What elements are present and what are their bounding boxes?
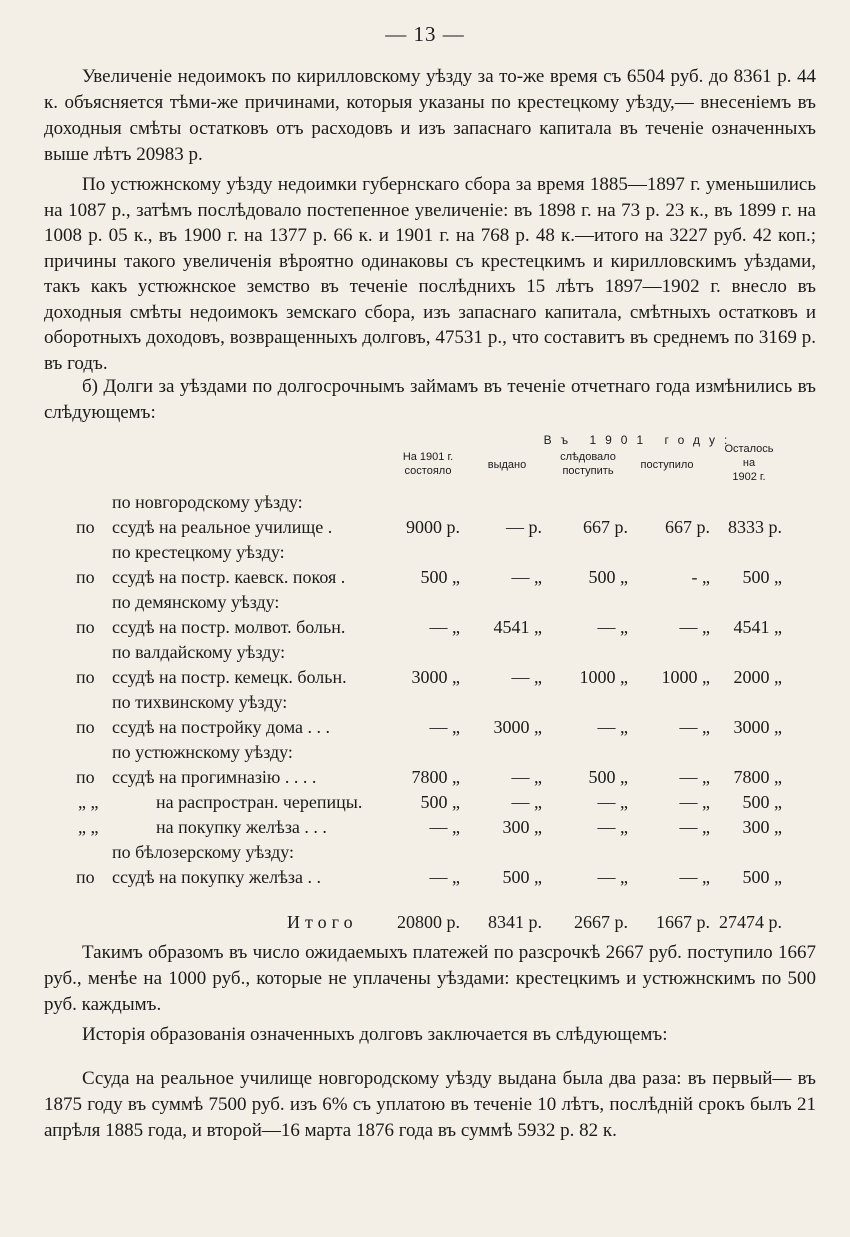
header-col4-line1: поступило	[640, 459, 694, 471]
cell-col1: 7800 „	[411, 767, 460, 787]
row-label: ссудѣ на реальное училище .	[112, 517, 333, 537]
cell-col2: — „	[511, 567, 542, 587]
cell-col3: — „	[597, 717, 628, 737]
table-row	[0, 617, 850, 643]
paragraph-summary: Такимъ образомъ въ число ожидаемыхъ платежей по разсрочкѣ 2667 руб. поступило 1667 руб., менѣе на 1000 руб., которые не уплачены уѣздами: крестецкимъ и устюжнскимъ по 500 руб. каждымъ.	[44, 942, 816, 1015]
cell-col2: — „	[511, 792, 542, 812]
cell-col2: — „	[511, 667, 542, 687]
cell-col3: — „	[597, 617, 628, 637]
row-label: ссудѣ на постр. молвот. больн.	[112, 617, 346, 637]
cell-col1: 500 „	[420, 792, 460, 812]
district-label: по демянскому уѣзду:	[112, 592, 280, 612]
row-prefix: по	[76, 667, 95, 687]
cell-col1: 9000 р.	[406, 517, 460, 537]
table-row	[0, 767, 850, 793]
cell-col3: 500 „	[588, 767, 628, 787]
cell-col3: — „	[597, 867, 628, 887]
row-label: ссудѣ на постр. кемецк. больн.	[112, 667, 347, 687]
table-span-header: Въ 1901 году:	[543, 433, 737, 447]
header-col5	[712, 442, 786, 484]
header-col4	[632, 458, 702, 472]
cell-col5: 4541 „	[733, 617, 782, 637]
row-prefix: „ „	[78, 792, 99, 812]
row-prefix: по	[76, 517, 95, 537]
cell-col2: 300 „	[502, 817, 542, 837]
page-number: — 13 —	[385, 22, 465, 46]
cell-col2: 4541 „	[493, 617, 542, 637]
header-col3-line1: слѣдовало	[560, 451, 616, 463]
total-row	[0, 912, 850, 938]
row-label: ссудѣ на постройку дома . . .	[112, 717, 331, 737]
table-row	[0, 817, 850, 843]
header-col1-line1: На 1901 г.	[402, 451, 454, 463]
district-label: по устюжнскому уѣзду:	[112, 742, 293, 762]
row-prefix: „ „	[78, 817, 99, 837]
row-prefix: по	[76, 617, 95, 637]
cell-col1: 500 „	[420, 567, 460, 587]
district-heading	[0, 842, 850, 868]
cell-col4: — „	[679, 717, 710, 737]
row-label: на распростран. черепицы.	[156, 792, 363, 812]
row-prefix: по	[76, 867, 95, 887]
cell-col5: 500 „	[742, 792, 782, 812]
cell-col5: 2000 „	[733, 667, 782, 687]
header-col1	[390, 450, 466, 478]
district-heading	[0, 492, 850, 518]
cell-col2: 500 „	[502, 867, 542, 887]
district-heading	[0, 692, 850, 718]
cell-col4: — „	[679, 767, 710, 787]
district-heading	[0, 592, 850, 618]
cell-col3: 667 р.	[583, 517, 628, 537]
cell-col1: — „	[429, 867, 460, 887]
row-prefix: по	[76, 767, 95, 787]
row-label: ссудѣ на прогимназію . . . .	[112, 767, 317, 787]
total-label: Итого	[287, 912, 358, 932]
cell-col5: 3000 „	[733, 717, 782, 737]
cell-col4: - „	[691, 567, 710, 587]
cell-col1: — „	[429, 617, 460, 637]
district-label: по тихвинскому уѣзду:	[112, 692, 288, 712]
paragraph-ustyuzhna: По устюжнскому уѣзду недоимки губернскаго сбора за время 1885—1897 г. уменьшились на 1087 р., затѣмъ послѣдовало постепенное увеличеніе: въ 1898 г. на 73 р. 23 к., въ 1899 г. на 1008 р. 05 к., въ 1900 г. на 1377 р. 66 к. и 1901 г. на 768 р. 48 к.—итого на 3227 руб. 42 коп.; причины такого увеличенія вѣроятно одинаковы съ крестецкимъ и кирилловскимъ уѣздами, такъ какъ устюжнское земство въ теченіе послѣднихъ 15 лѣтъ 1897—1902 г. внесло въ доходныя смѣты недоимокъ земскаго сбора, изъ запаснаго капитала, смѣтныхъ остатковъ и оборотныхъ доходовъ, возвращенныхъ долговъ, 47531 р., что составитъ въ среднемъ по 3169 р. въ годъ.	[44, 174, 816, 374]
row-label: ссудѣ на постр. каевск. покоя .	[112, 567, 346, 587]
cell-col1: — „	[429, 717, 460, 737]
cell-col4: 667 р.	[665, 517, 710, 537]
cell-col1: — „	[429, 817, 460, 837]
header-col5-line1: Осталось	[724, 443, 774, 455]
district-heading	[0, 742, 850, 768]
header-col5-line3: 1902 г.	[732, 471, 766, 483]
district-heading	[0, 542, 850, 568]
district-label: по крестецкому уѣзду:	[112, 542, 285, 562]
table-row	[0, 867, 850, 893]
cell-col3: — „	[597, 817, 628, 837]
header-col1-line2: состояло	[404, 465, 452, 477]
header-col5-line2: на	[742, 457, 756, 469]
cell-col2: — „	[511, 767, 542, 787]
table-row	[0, 567, 850, 593]
header-col3-line2: поступить	[562, 465, 614, 477]
district-label: по валдайскому уѣзду:	[112, 642, 286, 662]
cell-col5: 7800 „	[733, 767, 782, 787]
cell-col5: 500 „	[742, 867, 782, 887]
cell-col4: — „	[679, 867, 710, 887]
paragraph-kirillov: Увеличеніе недоимокъ по кирилловскому уѣзду за то-же время съ 6504 руб. до 8361 р. 44 к. объясняется тѣми-же причинами, которыя указаны по крестецкому уѣзду,— внесеніемъ въ доходныя смѣты остатковъ отъ расходовъ и изъ запаснаго капитала въ теченіе означенныхъ выше лѣтъ 20983 р.	[44, 66, 816, 165]
district-label: по бѣлозерскому уѣзду:	[112, 842, 294, 862]
table-row	[0, 717, 850, 743]
cell-col4: 1000 „	[661, 667, 710, 687]
table-row	[0, 667, 850, 693]
row-label: ссудѣ на покупку желѣза . .	[112, 867, 321, 887]
cell-col1: 3000 „	[411, 667, 460, 687]
cell-col4: — „	[679, 792, 710, 812]
district-heading	[0, 642, 850, 668]
table-row	[0, 517, 850, 543]
cell-col4: — „	[679, 617, 710, 637]
district-label: по новгородскому уѣзду:	[112, 492, 303, 512]
cell-col3: 500 „	[588, 567, 628, 587]
cell-col5: 300 „	[742, 817, 782, 837]
paragraph-debts-intro: б) Долги за уѣздами по долгосрочнымъ займамъ въ теченіе отчетнаго года измѣнились въ слѣдующемъ:	[44, 376, 816, 423]
paragraph-history-intro: Исторія образованія означенныхъ долговъ заключается въ слѣдующемъ:	[82, 1024, 668, 1045]
total-col1: 20800 р.	[397, 912, 460, 932]
header-col2-line1: выдано	[487, 459, 527, 471]
total-col3: 2667 р.	[574, 912, 628, 932]
cell-col3: 1000 „	[579, 667, 628, 687]
cell-col3: — „	[597, 792, 628, 812]
header-col2	[476, 458, 538, 472]
row-prefix: по	[76, 567, 95, 587]
total-col5: 27474 р.	[719, 912, 782, 932]
total-col2: 8341 р.	[488, 912, 542, 932]
row-prefix: по	[76, 717, 95, 737]
cell-col5: 8333 р.	[728, 517, 782, 537]
cell-col2: — р.	[506, 517, 542, 537]
header-col3	[552, 450, 624, 478]
cell-col2: 3000 „	[493, 717, 542, 737]
row-label: на покупку желѣза . . .	[156, 817, 327, 837]
paragraph-loan-history: Ссуда на реальное училище новгородскому уѣзду выдана была два раза: въ первый— въ 1875 году въ суммѣ 7500 руб. изъ 6% съ уплатою въ теченіе 10 лѣтъ, послѣдній срокъ былъ 21 апрѣля 1885 года, и второй—16 марта 1876 года въ суммѣ 5932 р. 82 к.	[44, 1068, 816, 1141]
total-col4: 1667 р.	[656, 912, 710, 932]
cell-col4: — „	[679, 817, 710, 837]
cell-col5: 500 „	[742, 567, 782, 587]
table-row	[0, 792, 850, 818]
